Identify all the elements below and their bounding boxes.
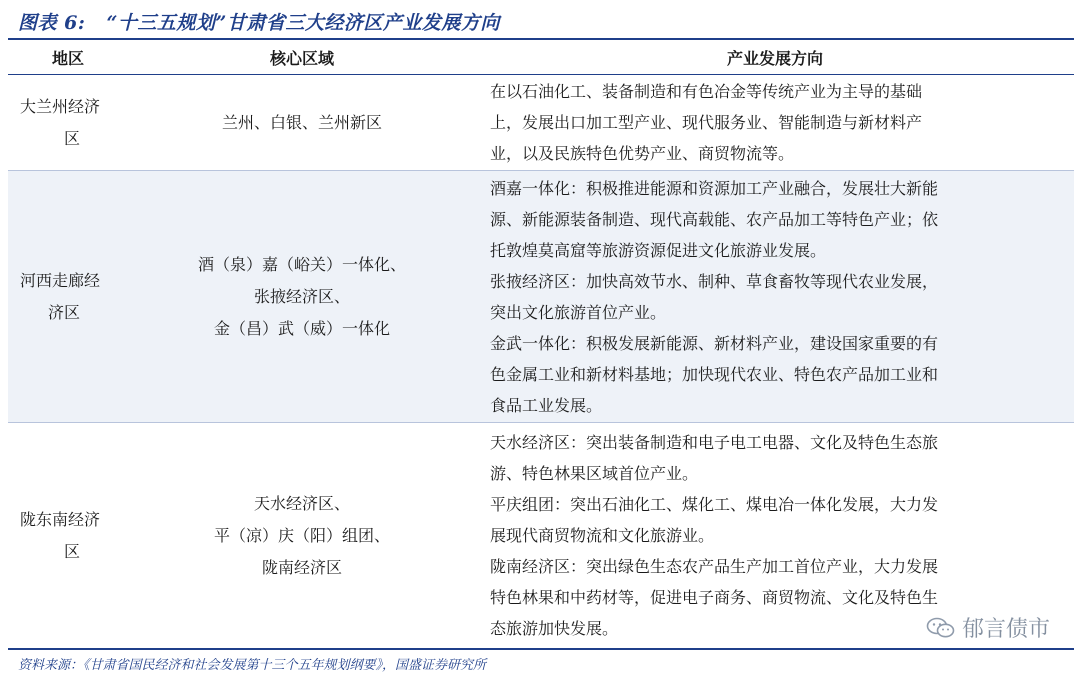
- table-row: [8, 75, 1074, 171]
- header-core: 核心区域: [128, 40, 476, 75]
- figure-label: 图表 6:: [18, 12, 86, 34]
- region-line: 陇东南经济: [20, 509, 101, 529]
- direction-line: 天水经济区：突出装备制造和电子电工电器、文化及特色生态旅: [490, 433, 939, 453]
- direction-cell: [476, 171, 1074, 423]
- header-region: 地区: [8, 40, 128, 75]
- core-line: 平（凉）庆（阳）组团、: [213, 525, 390, 545]
- direction-line: 源、新能源装备制造、现代高载能、农产品加工等特色产业；依: [490, 209, 939, 229]
- core-line: 酒（泉）嘉（峪关）一体化、: [197, 254, 406, 274]
- table-row: [8, 171, 1074, 423]
- source-divider: [8, 648, 1074, 650]
- core-cell: [128, 75, 476, 171]
- header-direction: 产业发展方向: [476, 40, 1074, 75]
- direction-line: 平庆组团：突出石油化工、煤化工、煤电冶一体化发展，大力发: [490, 495, 939, 515]
- region-line: 济区: [48, 302, 81, 322]
- core-cell: [128, 171, 476, 423]
- direction-paragraph: [490, 266, 1064, 328]
- core-cell: [128, 423, 476, 649]
- direction-line: 展现代商贸物流和文化旅游业。: [490, 526, 715, 546]
- region-cell: [8, 423, 128, 649]
- table-header-row: [8, 40, 1074, 75]
- direction-line: 陇南经济区：突出绿色生态农产品生产加工首位产业，大力发展: [490, 557, 939, 577]
- region-line: 大兰州经济: [20, 96, 101, 116]
- direction-line: 张掖经济区：加快高效节水、制种、草食畜牧等现代农业发展，: [490, 271, 939, 291]
- direction-line: 托敦煌莫高窟等旅游资源促进文化旅游业发展。: [490, 240, 827, 260]
- direction-line: 业，以及民族特色优势产业、商贸物流等。: [490, 144, 795, 163]
- direction-line: 金武一体化：积极发展新能源、新材料产业，建设国家重要的有: [490, 333, 939, 353]
- watermark-text: 郁言债市: [961, 617, 1050, 642]
- direction-paragraph: [490, 76, 1064, 169]
- region-line: 河西走廊经: [20, 270, 101, 290]
- direction-paragraph: [490, 173, 1064, 266]
- table-row: [8, 423, 1074, 649]
- direction-line: 态旅游加快发展。: [490, 619, 619, 639]
- wechat-icon: [926, 616, 956, 640]
- direction-line: 上，发展出口加工型产业、现代服务业、智能制造与新材料产: [490, 113, 923, 132]
- core-line: 天水经济区、: [253, 493, 350, 513]
- region-cell: [8, 75, 128, 171]
- direction-paragraph: [490, 427, 1064, 489]
- core-line: 金（昌）武（威）一体化: [213, 318, 390, 338]
- source-note: 资料来源：《甘肃省国民经济和社会发展第十三个五年规划纲要》，国盛证券研究所: [18, 658, 487, 673]
- core-line: 陇南经济区: [261, 557, 342, 577]
- figure-title: [18, 8, 500, 35]
- direction-line: 酒嘉一体化：积极推进能源和资源加工产业融合，发展壮大新能: [490, 178, 939, 198]
- direction-line: 特色林果和中药材等，促进电子商务、商贸物流、文化及特色生: [490, 588, 939, 608]
- industry-table: [8, 40, 1074, 649]
- region-line: 区: [64, 541, 81, 561]
- region-line: 区: [64, 128, 81, 148]
- direction-line: 色金属工业和新材料基地；加快现代农业、特色农产品加工业和: [490, 364, 939, 384]
- direction-paragraph: [490, 328, 1064, 421]
- direction-cell: [476, 75, 1074, 171]
- direction-line: 在以石油化工、装备制造和有色冶金等传统产业为主导的基础: [490, 82, 923, 101]
- direction-line: 游、特色林果区域首位产业。: [490, 464, 699, 484]
- direction-paragraph: [490, 489, 1064, 551]
- watermark: [926, 612, 1050, 643]
- figure-title-text: “十三五规划”甘肃省三大经济区产业发展方向: [106, 12, 500, 34]
- core-line: 兰州、白银、兰州新区: [221, 112, 382, 132]
- region-cell: [8, 171, 128, 423]
- direction-line: 突出文化旅游首位产业。: [490, 302, 667, 322]
- core-line: 张掖经济区、: [253, 286, 350, 306]
- direction-line: 食品工业发展。: [490, 395, 603, 415]
